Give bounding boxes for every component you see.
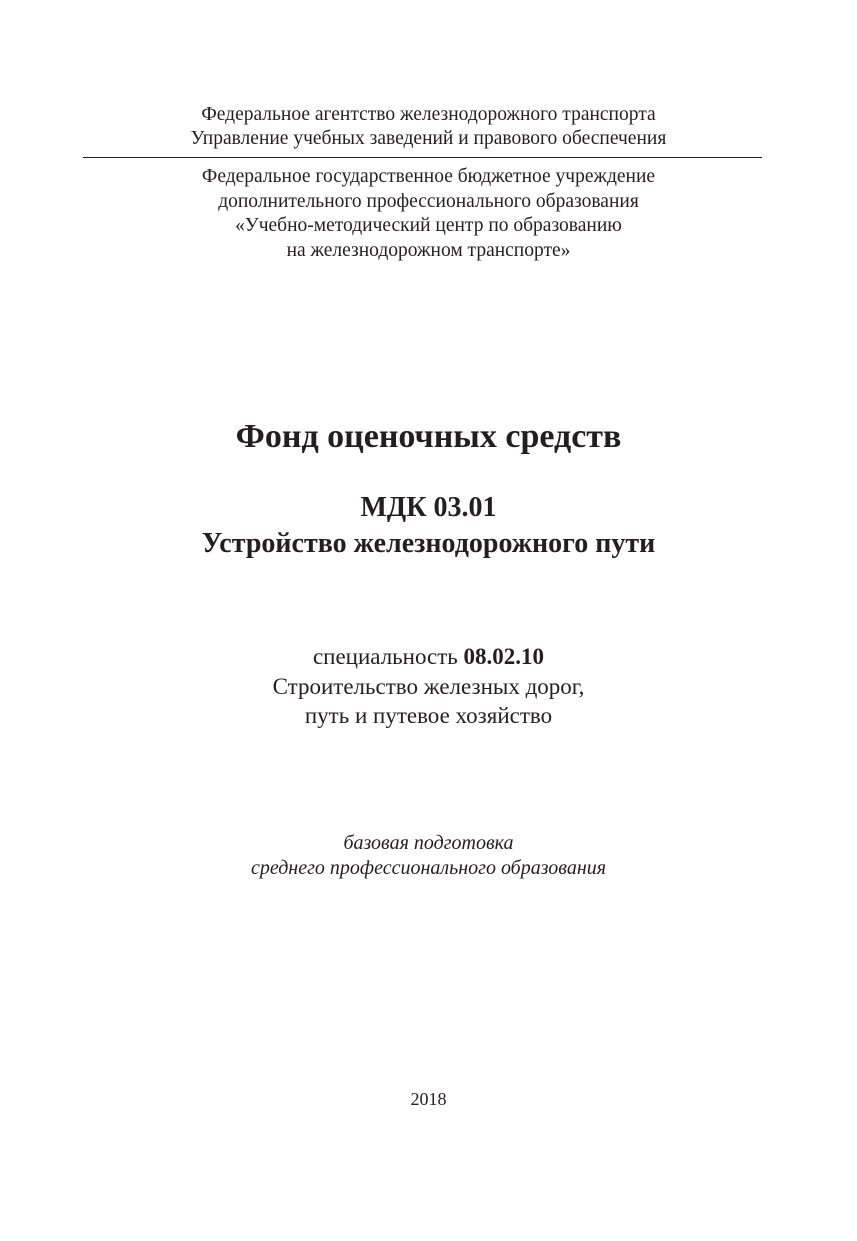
- level-line-1: базовая подготовка: [343, 832, 514, 854]
- specialty-name-line-1: Строительство железных дорог,: [272, 674, 585, 699]
- specialty-code: 08.02.10: [463, 644, 545, 669]
- specialty-name-line-2: путь и путевое хозяйство: [304, 703, 553, 728]
- institution-line-2: дополнительного профессионального образования: [218, 191, 639, 212]
- specialty-line: [0, 643, 857, 671]
- document-title: Фонд оценочных средств: [235, 418, 622, 455]
- specialty-label: специальность: [312, 644, 458, 669]
- institution-line-3: «Учебно-методический центр по образованию: [235, 215, 622, 236]
- institution-line-1: Федеральное государственное бюджетное учреждение: [201, 166, 656, 187]
- institution-line-4: на железнодорожном транспорте»: [286, 240, 571, 261]
- agency-name: Федеральное агентство железнодорожного транспорта: [201, 104, 656, 125]
- agency-department: Управление учебных заведений и правового обеспечения: [190, 128, 667, 149]
- course-code: МДК 03.01: [360, 492, 497, 523]
- level-line-2: среднего профессионального образования: [250, 857, 607, 879]
- publication-year: 2018: [410, 1089, 447, 1109]
- header-divider: [83, 157, 762, 158]
- course-subject: Устройство железнодорожного пути: [201, 528, 656, 559]
